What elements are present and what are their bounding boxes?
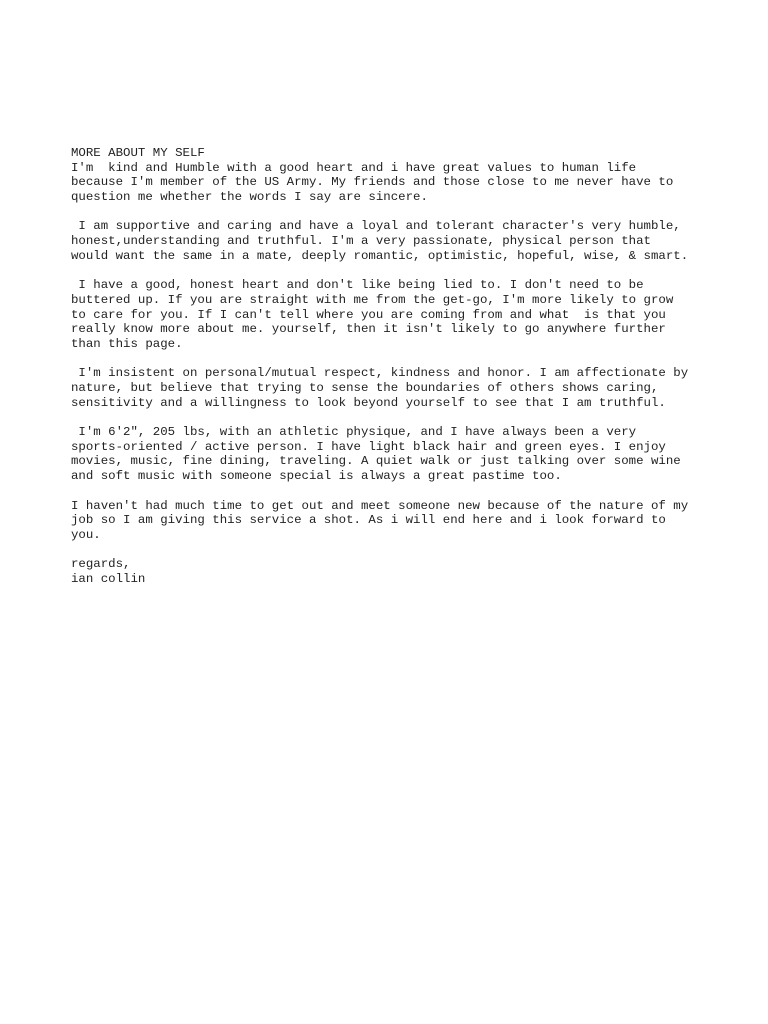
paragraph-3-line-1: I have a good, honest heart and don't like being lied to. I don't need to be: [71, 278, 644, 293]
paragraph-4: [71, 366, 751, 410]
paragraph-4-line-3: sensitivity and a willingness to look beyond yourself to see that I am truthful.: [71, 395, 666, 410]
paragraph-5-line-1: I'm 6'2", 205 lbs, with an athletic physique, and I have always been a very: [71, 425, 637, 440]
paragraph-1-line-3: question me whether the words I say are sincere.: [71, 190, 428, 205]
paragraph-6: [71, 499, 751, 543]
paragraph-4-line-2: nature, but believe that trying to sense the boundaries of others shows caring,: [71, 381, 659, 395]
paragraph-5-line-3: movies, music, fine dining, traveling. A quiet walk or just talking over some wine: [71, 454, 681, 469]
closing-text: regards,: [71, 557, 131, 572]
paragraph-5-line-2: sports-oriented / active person. I have light black hair and green eyes. I enjoy: [71, 439, 666, 454]
paragraph-2-line-2: honest,understanding and truthful. I'm a very passionate, physical person that: [71, 234, 651, 249]
paragraph-3: [71, 278, 751, 351]
paragraph-6-line-1: I haven't had much time to get out and meet someone new because of the nature of my: [71, 498, 689, 513]
paragraph-4-line-1: I'm insistent on personal/mutual respect, kindness and honor. I am affectionate by: [71, 366, 689, 381]
paragraph-2-line-3: would want the same in a mate, deeply romantic, optimistic, hopeful, wise, & smart.: [71, 248, 689, 263]
paragraph-1-line-1: I'm kind and Humble with a good heart and i have great values to human life: [71, 160, 637, 175]
intro-block: [71, 146, 751, 205]
paragraph-2-line-1: I am supportive and caring and have a loyal and tolerant character's very humble,: [71, 219, 681, 234]
paragraph-5: [71, 425, 751, 484]
paragraph-3-line-4: really know more about me. yourself, then it isn't likely to go anywhere further: [71, 322, 666, 337]
signature-text: ian collin: [71, 571, 146, 586]
document-heading: MORE ABOUT MY SELF: [71, 146, 205, 160]
paragraph-3-line-2: buttered up. If you are straight with me from the get-go, I'm more likely to grow: [71, 292, 674, 307]
paragraph-3-line-3: to care for you. If I can't tell where you are coming from and what is that you: [71, 307, 666, 322]
paragraph-1-line-2: because I'm member of the US Army. My friends and those close to me never have to: [71, 175, 674, 190]
paragraph-3-line-5: than this page.: [71, 336, 183, 351]
paragraph-2: [71, 219, 751, 263]
paragraph-5-line-4: and soft music with someone special is always a great pastime too.: [71, 469, 562, 484]
document-page: [71, 146, 751, 587]
sign-off: [71, 557, 751, 586]
paragraph-6-line-3: you.: [71, 527, 101, 542]
paragraph-6-line-2: job so I am giving this service a shot. As i will end here and i look forward to: [71, 513, 666, 528]
